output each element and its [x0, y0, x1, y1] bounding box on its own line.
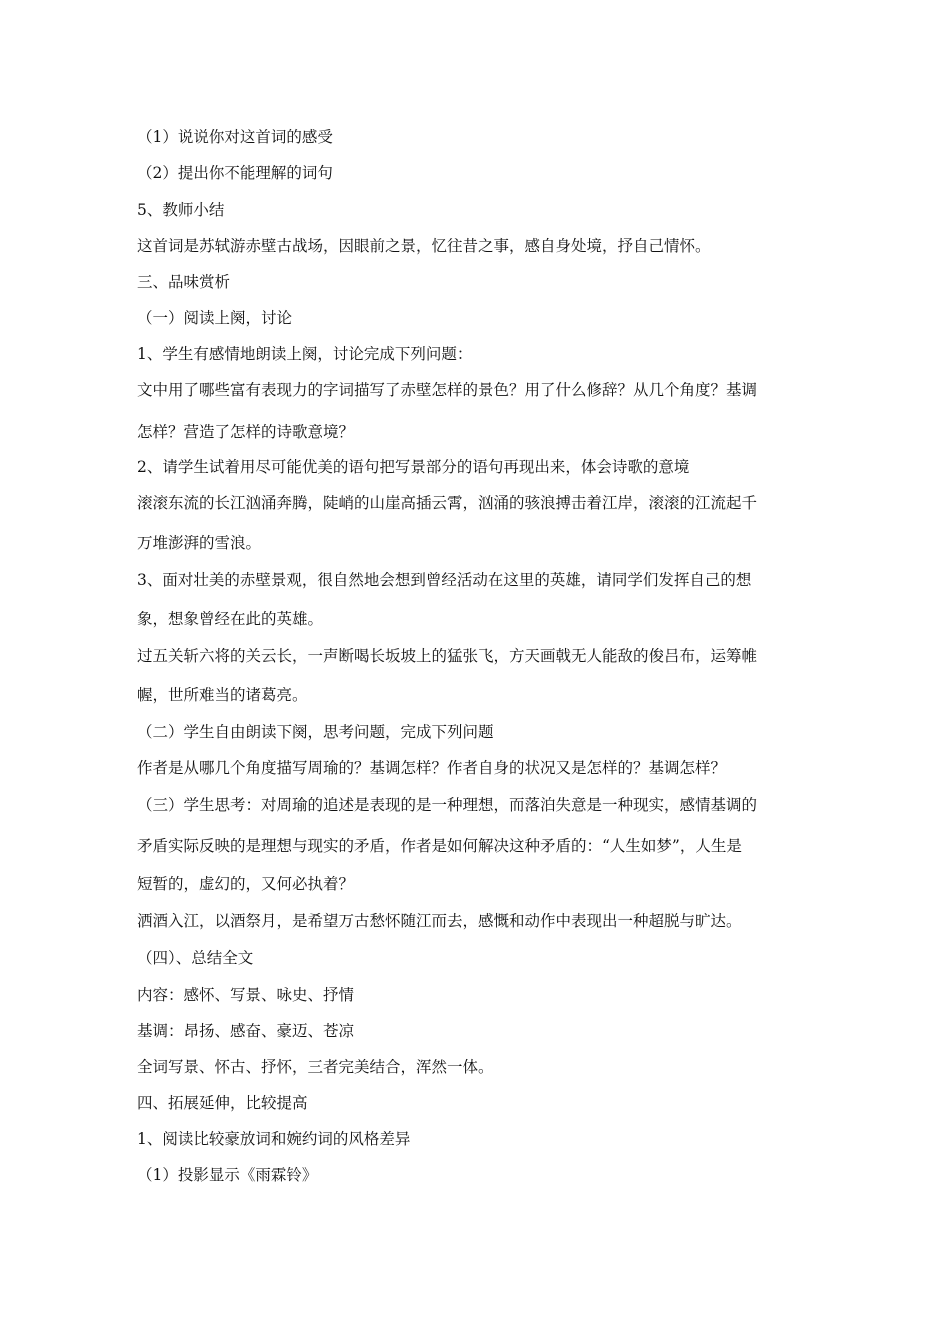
heading-teacher-summary: 5、教师小结: [137, 201, 225, 219]
paragraph-line: 短暂的，虚幻的，又何必执着？: [137, 875, 355, 893]
paragraph-line: 过五关斩六将的关云长，一声断喝长坂坡上的猛张飞，方天画戟无人能敌的俊吕布，运筹帷: [137, 647, 758, 665]
sub-item-projection: （1）投影显示《雨霖铃》: [137, 1166, 318, 1184]
paragraph-line: 滚滚东流的长江汹涌奔腾，陡峭的山崖高插云霄，汹涌的骇浪搏击着江岸，滚滚的江流起千: [137, 494, 758, 512]
item-read-first-half: 1、学生有感情地朗读上阕，讨论完成下列问题：: [137, 345, 473, 363]
sub-item-questions: （2）提出你不能理解的词句: [137, 164, 333, 182]
section-heading-extension: 四、拓展延伸，比较提高: [137, 1094, 308, 1112]
sub-item-feelings: （1）说说你对这首词的感受: [137, 128, 333, 146]
subsection-heading-second-half: （二）学生自由朗读下阕，思考问题，完成下列问题: [137, 723, 494, 741]
summary-whole: 全词写景、怀古、抒怀，三者完美结合，浑然一体。: [137, 1058, 494, 1076]
paragraph-line: 象，想象曾经在此的英雄。: [137, 610, 324, 628]
subsection-heading-first-half: （一）阅读上阕，讨论: [137, 309, 293, 327]
item-rewrite-scenery: 2、请学生试着用尽可能优美的语句把写景部分的语句再现出来，体会诗歌的意境: [137, 458, 690, 476]
summary-content: 内容：感怀、写景、咏史、抒情: [137, 986, 355, 1004]
summary-tone: 基调：昂扬、感奋、豪迈、苍凉: [137, 1022, 355, 1040]
paragraph-line: 文中用了哪些富有表现力的字词描写了赤壁怎样的景色？用了什么修辞？从几个角度？基调: [137, 381, 758, 399]
paragraph-line: 幄，世所难当的诸葛亮。: [137, 686, 308, 704]
paragraph-line: 洒酒入江，以酒祭月，是希望万古愁怀随江而去，感慨和动作中表现出一种超脱与旷达。: [137, 912, 742, 930]
paragraph-line: 万堆澎湃的雪浪。: [137, 534, 262, 552]
subsection-heading-student-thinking: （三）学生思考：对周瑜的追述是表现的是一种理想，而落泊失意是一种现实，感情基调的: [137, 796, 758, 814]
summary-paragraph: 这首词是苏轼游赤壁古战场，因眼前之景，忆往昔之事，感自身处境，抒自己情怀。: [137, 237, 711, 255]
paragraph-line: 怎样？营造了怎样的诗歌意境？: [137, 423, 355, 441]
item-imagine-heroes: 3、面对壮美的赤壁景观，很自然地会想到曾经活动在这里的英雄，请同学们发挥自己的想: [137, 571, 752, 589]
item-compare-styles: 1、阅读比较豪放词和婉约词的风格差异: [137, 1130, 411, 1148]
subsection-heading-summary: （四）、总结全文: [137, 949, 254, 967]
paragraph-line: 矛盾实际反映的是理想与现实的矛盾，作者是如何解决这种矛盾的：“人生如梦”，人生是: [137, 837, 742, 855]
section-heading-appreciation: 三、品味赏析: [137, 273, 231, 291]
paragraph-line: 作者是从哪几个角度描写周瑜的？基调怎样？作者自身的状况又是怎样的？基调怎样？: [137, 759, 727, 777]
